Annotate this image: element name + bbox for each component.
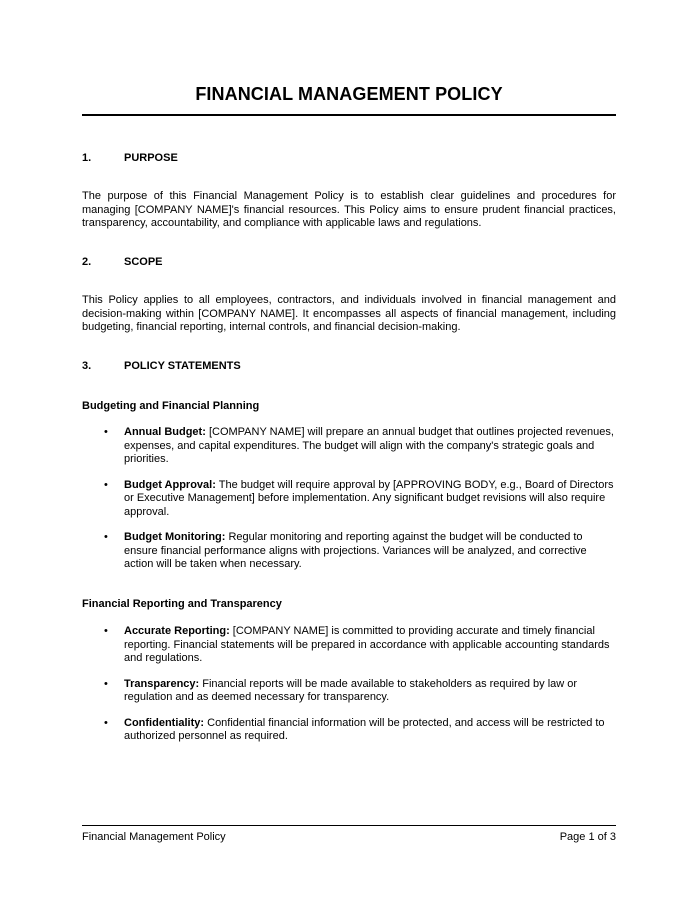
section-number: 3. [82,360,92,372]
bullet-text: [COMPANY NAME] is committed to providing accurate and timely financial reporting. Financial statements will be prepared in accordance with applicable accounting standards and regulations. [124,625,610,664]
title-divider [82,114,616,116]
purpose-paragraph: The purpose of this Financial Management Policy is to establish clear guidelines and procedures for managing [COMPANY NAME]'s financial resources. This Policy aims to ensure prudent financial practices, transparency, accountability, and compliance with applicable laws and regulations. [82,190,616,229]
bullet-term: Confidentiality: [124,716,205,729]
section-title: SCOPE [124,256,163,268]
section-heading-scope [82,256,163,268]
bullet-text: Confidential financial information will be protected, and access will be restricted to authorized personnel as required. [124,716,605,742]
bullet-text: The budget will require approval by [APPROVING BODY, e.g., Board of Directors or Executive Management] before implementation. Any significant budget revisions will also require approval. [124,478,614,518]
list-item [82,678,616,705]
bullet-glyph: • [104,478,108,491]
bullet-glyph: • [104,531,108,543]
list-item [82,717,616,744]
bullet-glyph: • [104,426,108,438]
section-title: POLICY STATEMENTS [124,360,241,372]
bullet-term: Accurate Reporting: [124,625,230,637]
section-number: 2. [82,256,92,268]
bullet-term: Budget Monitoring: [124,531,226,543]
bullet-term: Annual Budget: [124,426,206,438]
document-title: FINANCIAL MANAGEMENT POLICY [195,84,503,104]
document-page [82,0,616,900]
footer-document-name: Financial Management Policy [82,831,226,843]
bullet-glyph: • [104,716,108,729]
list-item [82,625,616,666]
scope-paragraph: This Policy applies to all employees, contractors, and individuals involved in financial management and decision-making within [COMPANY NAME]. It encompasses all aspects of financial management, including budgeting, financial reporting, internal controls, and financial decision-making. [82,294,616,333]
subsection-heading-budgeting: Budgeting and Financial Planning [82,400,260,412]
footer-divider [82,825,616,826]
footer-page-number: Page 1 of 3 [559,831,616,843]
bullet-glyph: • [104,677,108,690]
bullet-glyph: • [104,625,108,637]
subsection-heading-reporting: Financial Reporting and Transparency [82,598,282,610]
bullet-term: Transparency: [124,677,200,690]
bullet-text: [COMPANY NAME] will prepare an annual budget that outlines projected revenues, expenses, and capital expenditures. The budget will align with the company's strategic goals and priorities. [124,426,614,465]
section-heading-policy-statements [82,360,241,372]
bullet-text: Financial reports will be made available to stakeholders as required by law or regulation and as deemed necessary for transparency. [124,677,578,703]
bullet-text: Regular monitoring and reporting against the budget will be conducted to ensure financial performance aligns with projections. Variances will be analyzed, and corrective action will be taken when necessary. [124,531,587,570]
section-number: 1. [82,152,92,164]
section-heading-purpose [82,152,178,164]
list-item [82,479,616,520]
section-title: PURPOSE [124,152,178,164]
bullet-term: Budget Approval: [124,478,216,491]
list-item [82,531,616,572]
list-item [82,426,616,467]
budgeting-bullet-list [82,426,616,584]
reporting-bullet-list [82,625,616,756]
